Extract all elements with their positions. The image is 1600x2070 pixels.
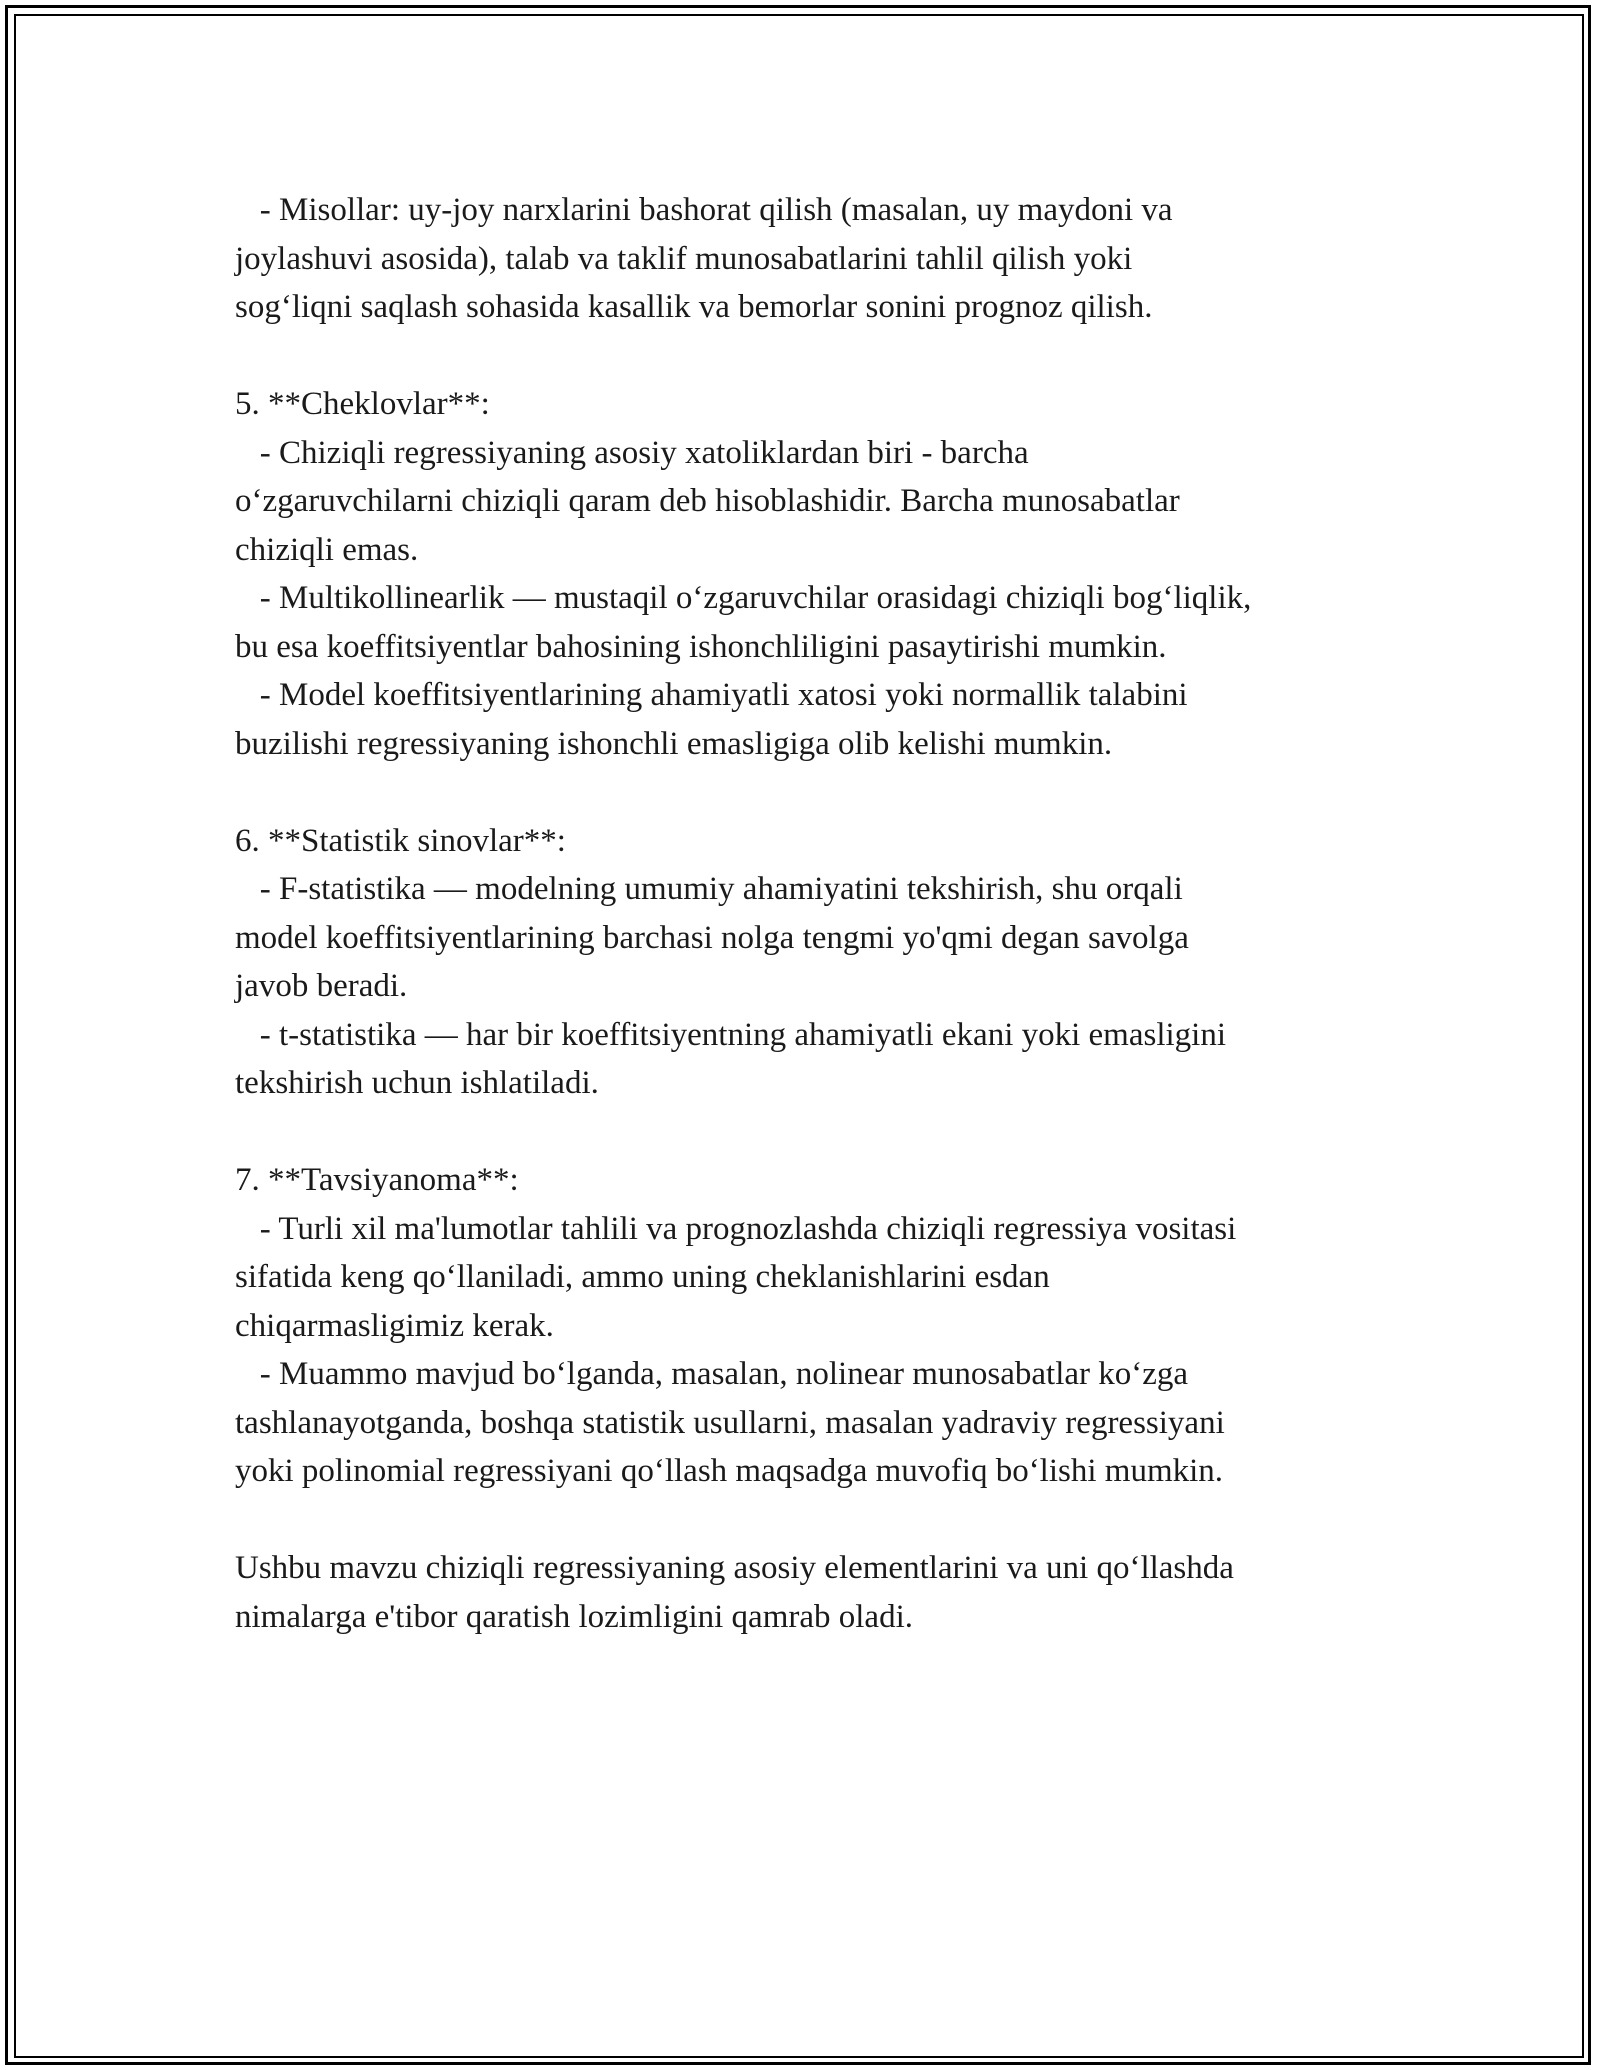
text-line: - Multikollinearlik — mustaqil o‘zgaruvchilar orasidagi chiziqli bog‘liqlik, [235,580,1252,616]
text-line: - Model koeffitsiyentlarining ahamiyatli xatosi yoki normallik talabini [235,677,1188,713]
text-line: nimalarga e'tibor qaratish lozimligini qamrab oladi. [235,1598,913,1635]
text-line: joylashuvi asosida), talab va taklif munosabatlarini tahlil qilish yoki [235,240,1133,277]
text-line: javob beradi. [235,968,408,1004]
text-line: yoki polinomial regressiyani qo‘llash maqsadga muvofiq bo‘lishi mumkin. [235,1453,1224,1489]
text-line: sifatida keng qo‘llaniladi, ammo uning cheklanishlarini esdan [235,1259,1050,1295]
text-line: Ushbu mavzu chiziqli regressiyaning asosiy elementlarini va uni qo‘llashda [235,1550,1234,1586]
section-heading: 7. **Tavsiyanoma**: [235,1162,519,1198]
text-line: - Misollar: uy-joy narxlarini bashorat qilish (masalan, uy maydoni va [235,192,1173,228]
text-line: chiziqli emas. [235,531,419,568]
section-heading: 6. **Statistik sinovlar**: [235,822,566,859]
text-line: - t-statistika — har bir koeffitsiyentning ahamiyatli ekani yoki emasligini [235,1016,1227,1053]
text-line: chiqarmasligimiz kerak. [235,1307,554,1344]
text-line: tekshirish uchun ishlatiladi. [235,1065,599,1101]
text-line: - F-statistika — modelning umumiy ahamiyatini tekshirish, shu orqali [235,871,1183,907]
text-line: model koeffitsiyentlarining barchasi nolga tengmi yo'qmi degan savolga [235,919,1189,956]
paragraph-gap [235,1496,1385,1545]
section-statistical-tests [235,817,1385,1108]
text-line: o‘zgaruvchilarni chiziqli qaram deb hisoblashidir. Barcha munosabatlar [235,483,1180,519]
paragraph-gap [235,768,1385,817]
text-line: sog‘liqni saqlash sohasida kasallik va bemorlar sonini prognoz qilish. [235,289,1153,325]
paragraph-conclusion [235,1544,1385,1641]
text-line: - Turli xil ma'lumotlar tahlili va prognozlashda chiziqli regressiya vositasi [235,1210,1237,1247]
text-line: buzilishi regressiyaning ishonchli emasligiga olib kelishi mumkin. [235,725,1113,762]
section-recommendations [235,1156,1385,1496]
text-line: bu esa koeffitsiyentlar bahosining ishonchliligini pasaytirishi mumkin. [235,628,1167,665]
text-line: tashlanayotganda, boshqa statistik usullarni, masalan yadraviy regressiyani [235,1404,1225,1441]
paragraph-gap [235,332,1385,381]
text-line: - Muammo mavjud bo‘lganda, masalan, nolinear munosabatlar ko‘zga [235,1356,1189,1392]
section-heading: 5. **Cheklovlar**: [235,386,490,422]
document-body [235,186,1385,1641]
paragraph-gap [235,1108,1385,1157]
section-limitations [235,380,1385,768]
paragraph-examples [235,186,1385,332]
text-line: - Chiziqli regressiyaning asosiy xatoliklardan biri - barcha [235,434,1029,471]
